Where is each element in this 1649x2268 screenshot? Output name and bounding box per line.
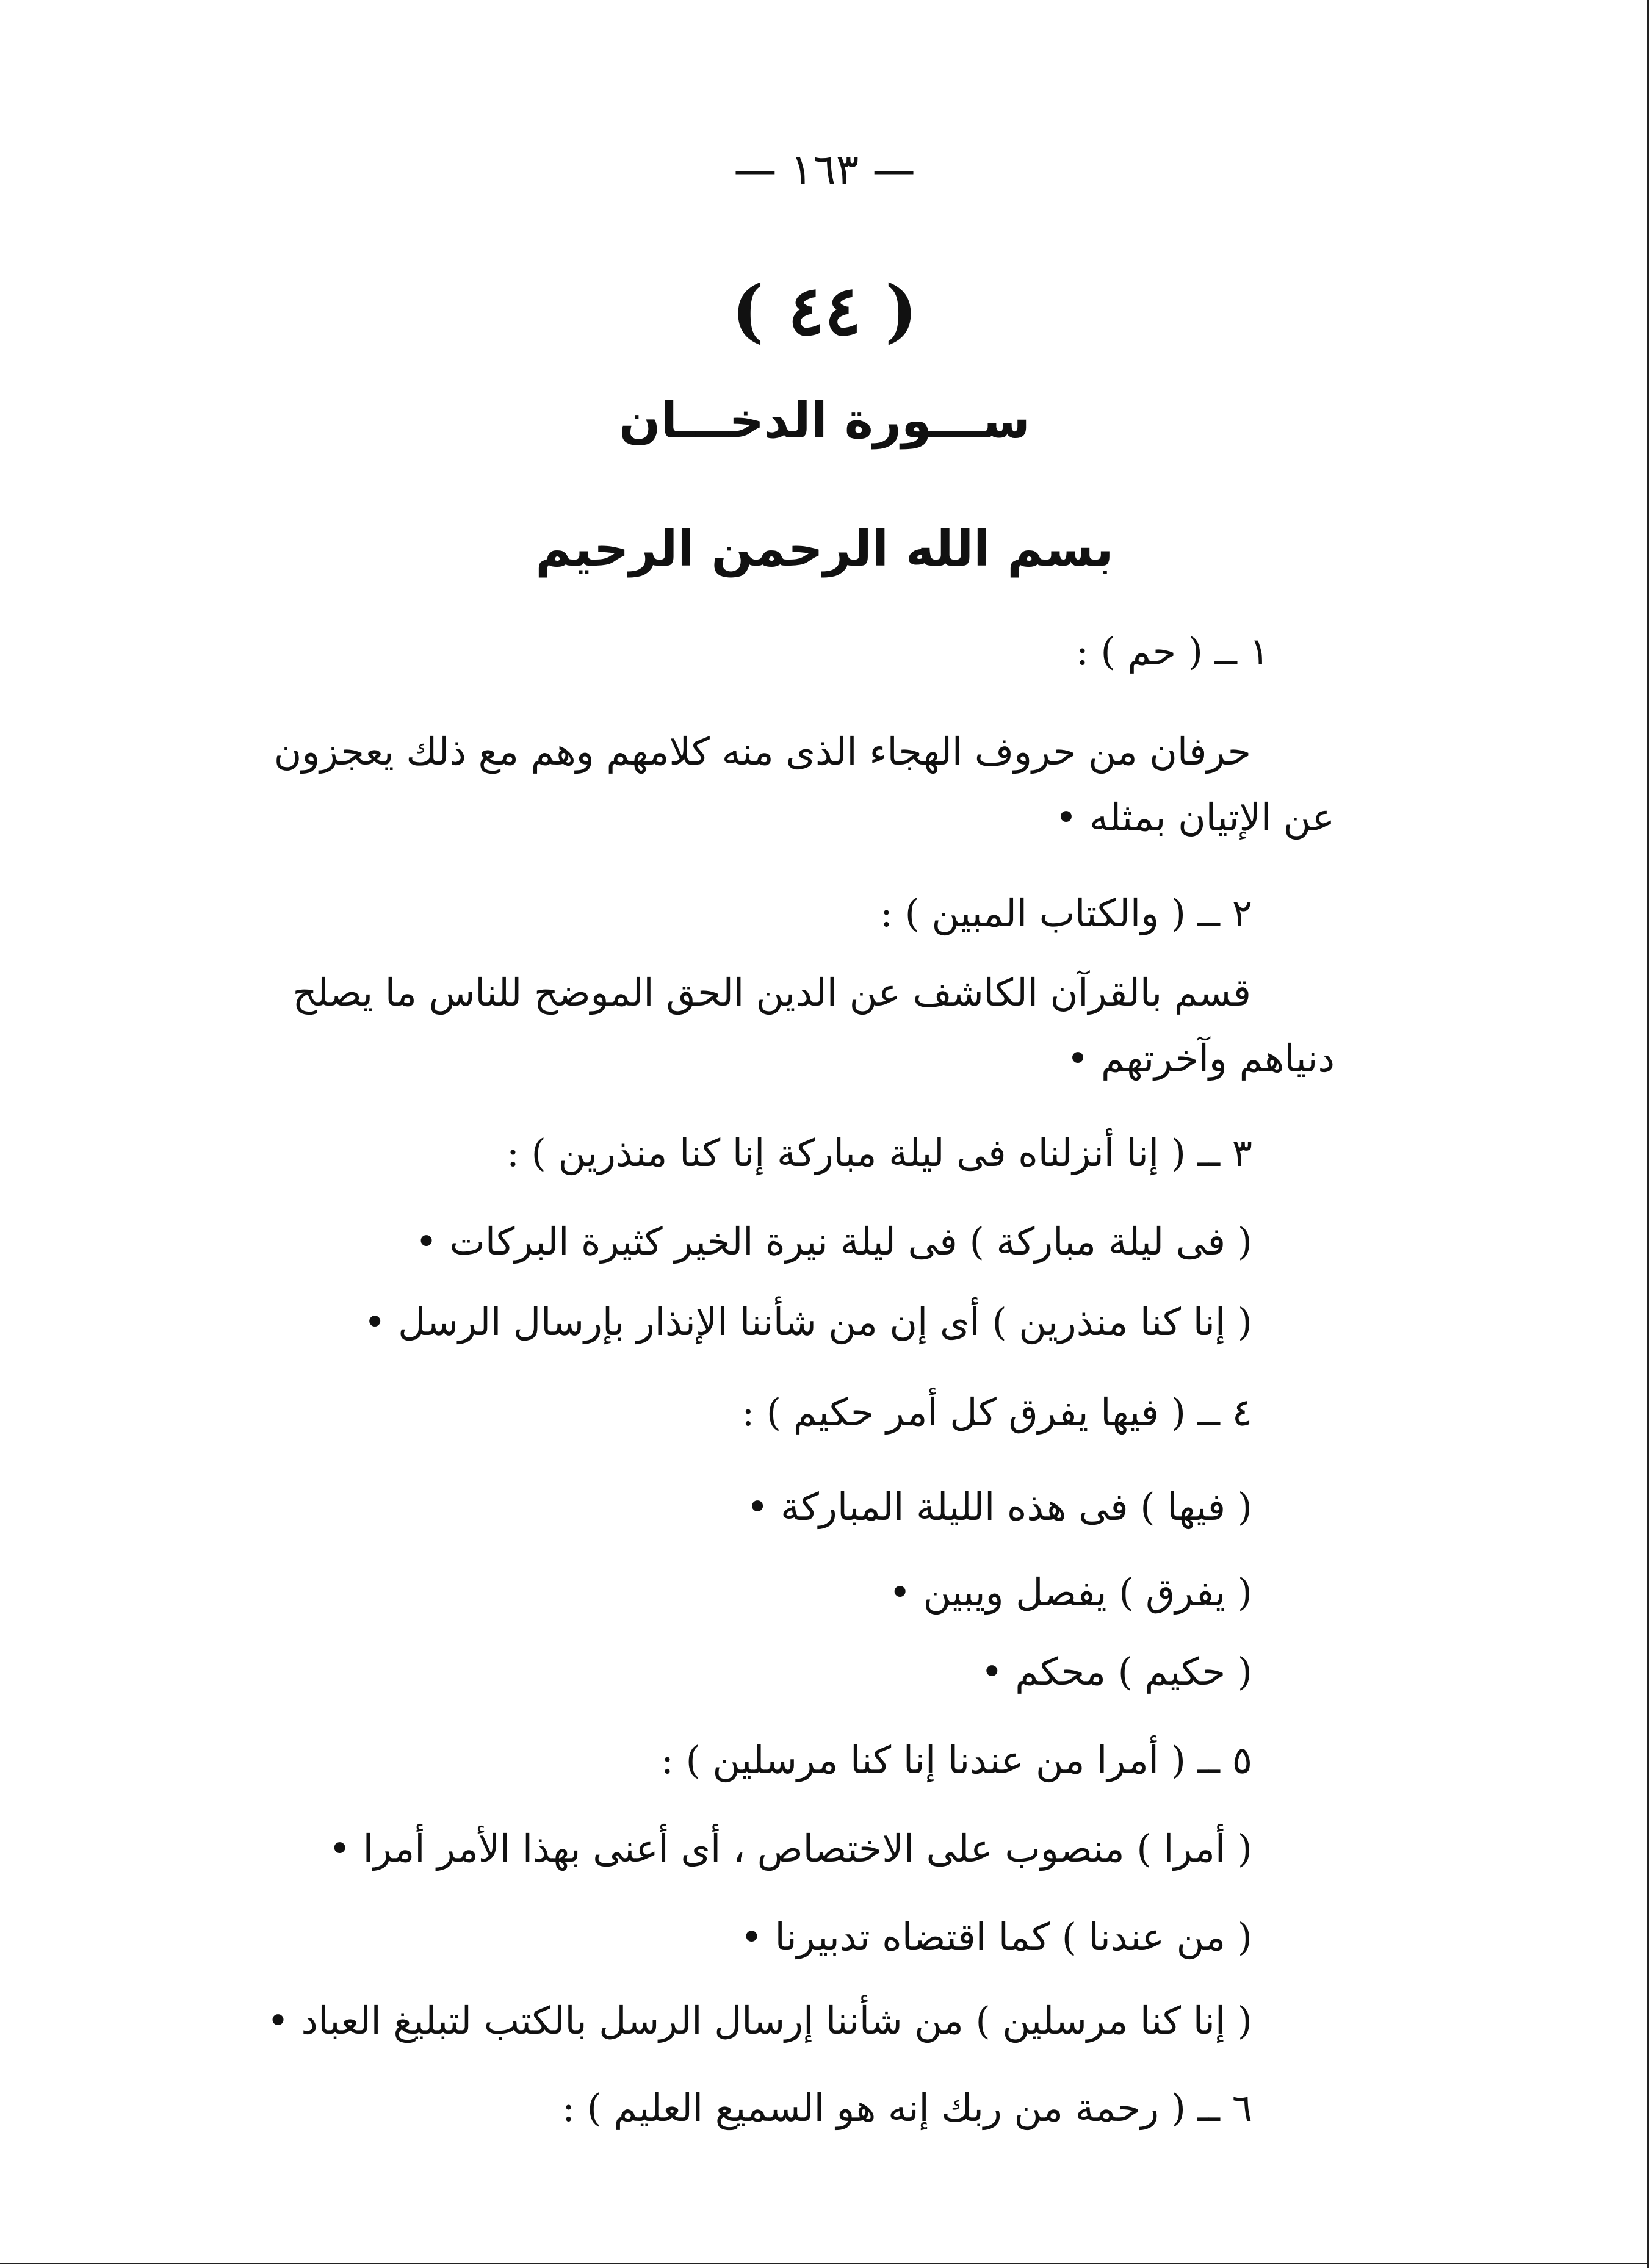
verse-heading-2: ٢ ــ ( والكتاب المبين ) : <box>880 891 1252 935</box>
gloss-line: ( أمرا ) منصوب على الاختصاص ، أى أعنى بهذا الأمر أمرا • <box>328 1826 1252 1871</box>
verse-heading-1: ١ ــ ( حم ) : <box>1075 629 1269 674</box>
surah-title: ســـورة الدخـــان <box>619 392 1030 449</box>
surah-number: ( ٤٤ ) <box>731 271 918 351</box>
gloss-line: ( حكيم ) محكم • <box>980 1649 1252 1694</box>
page-number: — ١٦٣ — <box>734 145 915 195</box>
verse-heading-4: ٤ ــ ( فيها يفرق كل أمر حكيم ) : <box>742 1390 1252 1435</box>
commentary-line: قسم بالقرآن الكاشف عن الدين الحق الموضح للناس ما يصلح <box>292 970 1251 1015</box>
verse-heading-3: ٣ ــ ( إنا أنزلناه فى ليلة مباركة إنا كنا منذرين ) : <box>507 1131 1252 1175</box>
gloss-line: ( فى ليلة مباركة ) فى ليلة نيرة الخير كثيرة البركات • <box>415 1219 1252 1264</box>
commentary-line: دنياهم وآخرتهم • <box>1066 1036 1335 1081</box>
gloss-line: ( فيها ) فى هذه الليلة المباركة • <box>746 1485 1252 1529</box>
verse-heading-5: ٥ ــ ( أمرا من عندنا إنا كنا مرسلين ) : <box>661 1738 1252 1782</box>
gloss-line: ( من عندنا ) كما اقتضاه تدبيرنا • <box>740 1915 1252 1959</box>
basmala: بسم الله الرحمن الرحيم <box>535 520 1114 577</box>
gloss-line: ( إنا كنا منذرين ) أى إن من شأننا الإنذار بإرسال الرسل • <box>363 1300 1252 1344</box>
gloss-line: ( يفرق ) يفصل ويبين • <box>889 1570 1252 1615</box>
commentary-line: حرفان من حروف الهجاء الذى منه كلامهم وهم مع ذلك يعجزون <box>273 729 1251 774</box>
page-edge-bottom <box>0 2263 1649 2264</box>
commentary-line: عن الإتيان بمثله • <box>1055 795 1335 840</box>
gloss-line: ( إنا كنا مرسلين ) من شأننا إرسال الرسل بالكتب لتبليغ العباد • <box>267 1998 1252 2043</box>
verse-heading-6: ٦ ــ ( رحمة من ربك إنه هو السميع العليم ) : <box>562 2086 1252 2130</box>
